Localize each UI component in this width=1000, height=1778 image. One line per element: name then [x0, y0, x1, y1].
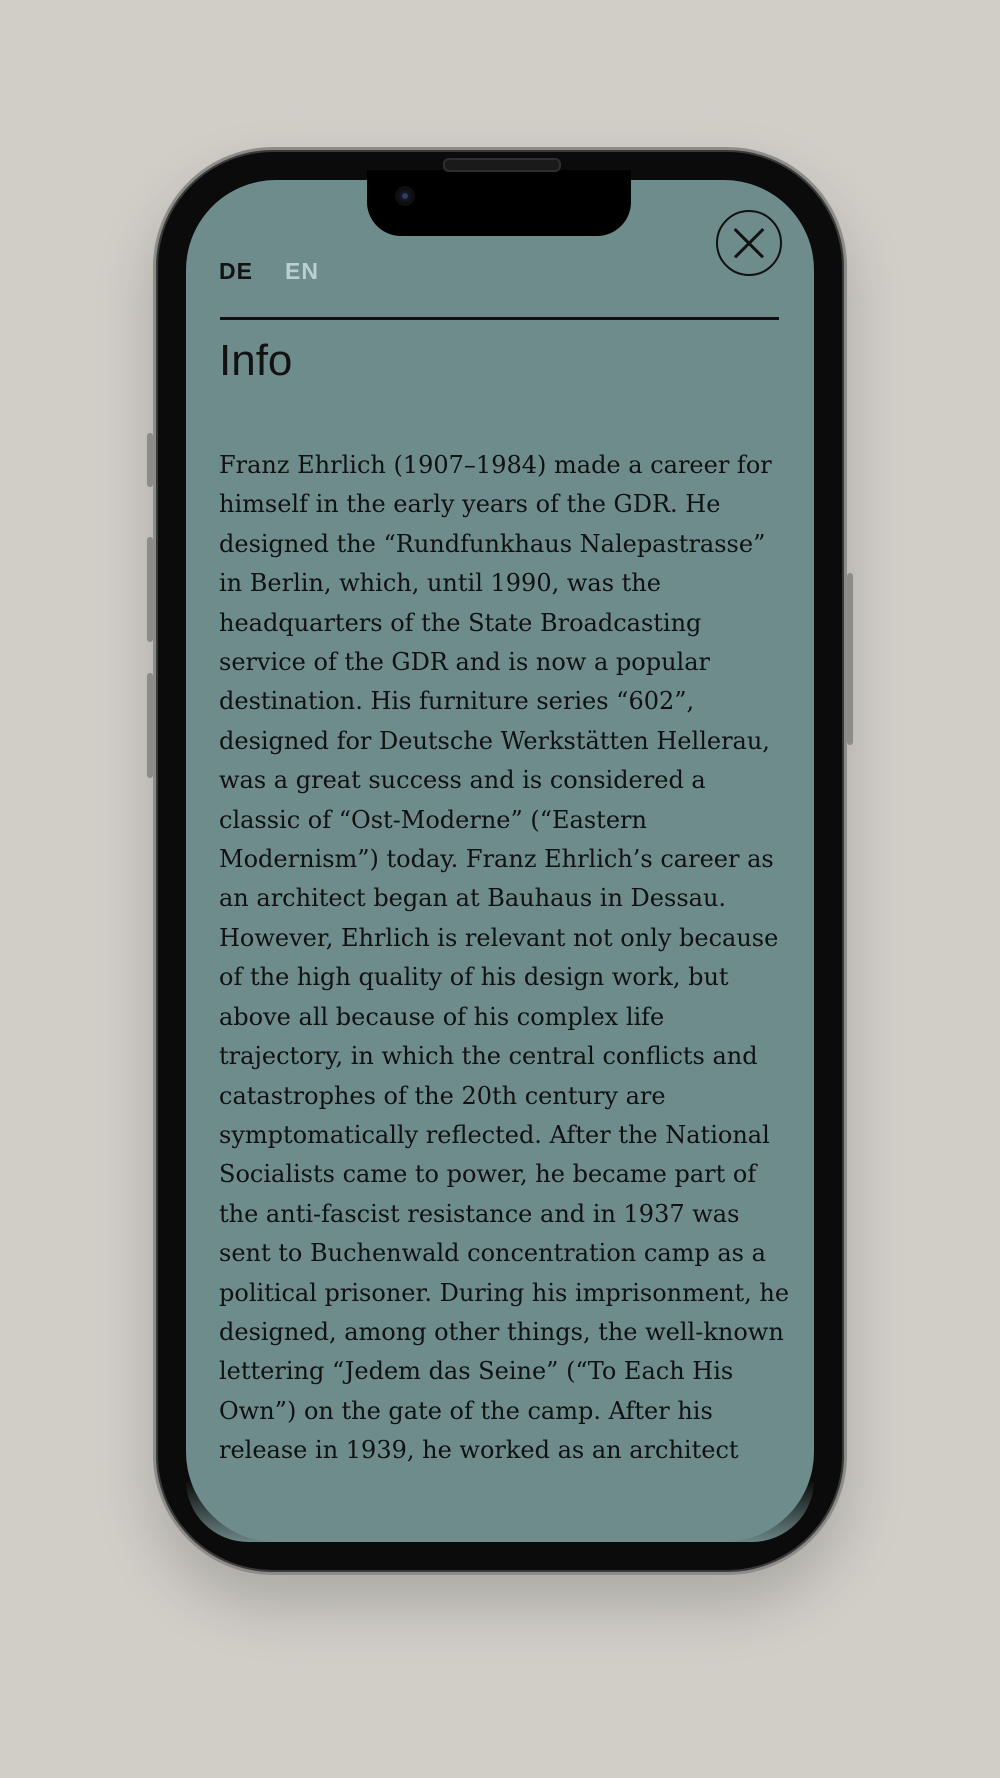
volume-up-button — [147, 537, 153, 642]
info-paragraph-1: Franz Ehrlich (1907–1984) made a career for himself in the early years of the GDR. He designed the “Rundfunkhaus Nalepastrasse” in Berlin, which, until 1990, was the headquarters of the State Broadcasting service of the GDR and is now a popular destination. His furniture series “602”, designed for Deutsche Werkstätten Hellerau, was a great success and is considered a classic of “Ost-Moderne” (“Eastern Modernism”) today. Franz Ehrlich’s career as an architect began at Bauhaus in Dessau. — [219, 451, 774, 913]
info-paragraph-2: However, Ehrlich is relevant not only because of the high quality of his design work, but above all because of his complex life trajectory, in which the central conflicts and catastrophes of the 20th century are symptomatically reflected. After the National Socialists came to power, he became part of the anti-fascist resistance and in 1937 was sent to Buchenwald concentration camp as a political prisoner. During his imprisonment, he designed, among other things, the well-known lettering “Jedem das Seine” (“To Each His Own”) on the gate of the camp. After his release in 1939, he worked as an architect — [219, 923, 790, 1465]
close-icon[interactable] — [716, 210, 782, 276]
mute-switch — [147, 433, 153, 487]
speaker-grille — [443, 158, 561, 172]
volume-down-button — [147, 673, 153, 778]
front-camera — [395, 186, 415, 206]
info-text — [219, 446, 791, 1471]
language-de-button[interactable]: DE — [219, 258, 253, 284]
power-button — [847, 573, 853, 745]
page-title: Info — [219, 336, 293, 385]
language-en-button[interactable]: EN — [285, 258, 319, 284]
header-divider — [220, 317, 779, 320]
